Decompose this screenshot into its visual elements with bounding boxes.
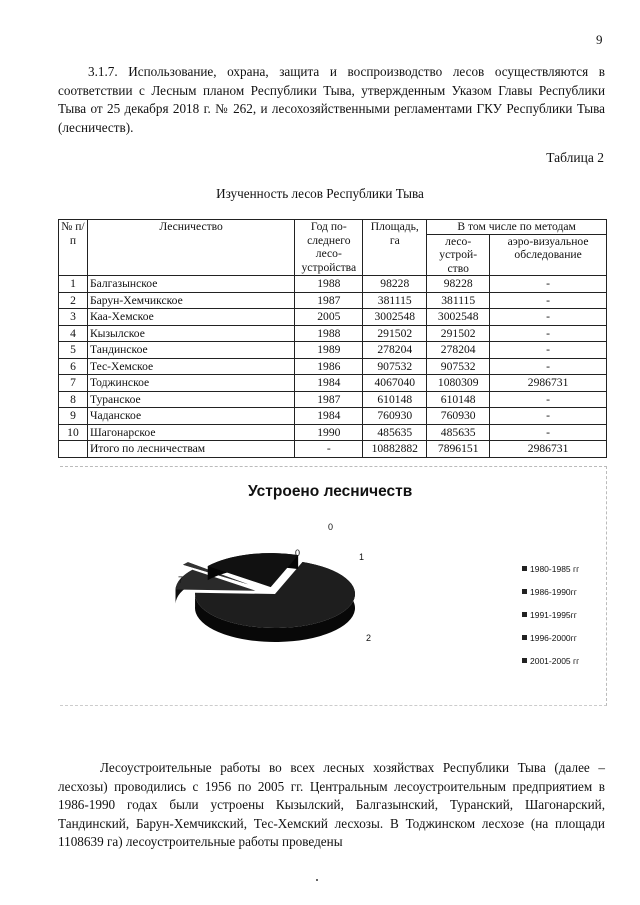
header-methods: В том числе по методам (427, 220, 607, 235)
legend-item: 1996-2000гг (522, 626, 579, 649)
data-label-1986-1990: 1 (359, 552, 365, 562)
cell-year: 1988 (295, 276, 363, 293)
legend-item: 1991-1995гг (522, 603, 579, 626)
cell-num: 1 (59, 276, 88, 293)
cell-area: 98228 (363, 276, 427, 293)
cell-aero: - (490, 276, 607, 293)
cell-ground: 1080309 (427, 375, 490, 392)
cell-num: 6 (59, 358, 88, 375)
header-year: Год по- следнего лесо- устройства (295, 220, 363, 276)
table-title: Изученность лесов Республики Тыва (216, 186, 424, 201)
cell-year: - (295, 441, 363, 458)
cell-area: 3002548 (363, 309, 427, 326)
header-area: Площадь, га (363, 220, 427, 276)
cell-aero: - (490, 358, 607, 375)
cell-forestry: Каа-Хемское (87, 309, 294, 326)
cell-aero: - (490, 408, 607, 425)
cell-year: 1987 (295, 292, 363, 309)
table-caption: Таблица 2 (546, 150, 604, 165)
cell-area: 291502 (363, 325, 427, 342)
header-num: № п/п (59, 220, 88, 276)
legend-item: 1986-1990гг (522, 580, 579, 603)
cell-year: 1990 (295, 424, 363, 441)
legend-item: 1980-1985 гг (522, 557, 579, 580)
cell-area: 278204 (363, 342, 427, 359)
cell-area: 907532 (363, 358, 427, 375)
data-label-2001-2005: 2 (366, 633, 372, 643)
cell-aero: - (490, 325, 607, 342)
cell-forestry: Тандинское (87, 342, 294, 359)
cell-forestry: Шагонарское (87, 424, 294, 441)
cell-num: 5 (59, 342, 88, 359)
cell-forestry: Балгазынское (87, 276, 294, 293)
cell-area: 485635 (363, 424, 427, 441)
cell-ground: 291502 (427, 325, 490, 342)
cell-area: 610148 (363, 391, 427, 408)
cell-aero: - (490, 424, 607, 441)
legend-swatch-icon (522, 658, 527, 663)
legend-swatch-icon (522, 612, 527, 617)
cell-year: 1987 (295, 391, 363, 408)
cell-num: 7 (59, 375, 88, 392)
chart-legend (522, 557, 579, 672)
cell-forestry: Тес-Хемское (87, 358, 294, 375)
header-method-ground: лесо- устрой- ство (427, 234, 490, 276)
cell-aero: 2986731 (490, 441, 607, 458)
cell-forestry: Чаданское (87, 408, 294, 425)
cell-year: 1984 (295, 408, 363, 425)
cell-area: 10882882 (363, 441, 427, 458)
cell-forestry: Итого по лесничествам (87, 441, 294, 458)
cell-forestry: Барун-Хемчикское (87, 292, 294, 309)
cell-ground: 98228 (427, 276, 490, 293)
header-method-aero: аэро-визуальное обследование (490, 234, 607, 276)
cell-ground: 760930 (427, 408, 490, 425)
cell-aero: - (490, 309, 607, 326)
cell-ground: 381115 (427, 292, 490, 309)
cell-year: 1989 (295, 342, 363, 359)
cell-ground: 907532 (427, 358, 490, 375)
cell-area: 4067040 (363, 375, 427, 392)
cell-num: 8 (59, 391, 88, 408)
cell-forestry: Туранское (87, 391, 294, 408)
page-speck (316, 879, 318, 881)
cell-year: 1984 (295, 375, 363, 392)
closing-paragraph: Лесоустроительные работы во всех лесных хозяйствах Республики Тыва (далее – лесхозы) проводились с 1956 по 2005 гг. Центральным лесоустроительным предприятием в 1986-1990 годах были устроены Кызылский, Балгазынский, Туранский, Шагонарский, Тандинский, Барун-Хемчикский, Тес-Хемский лесхозы. В Тоджинском лесхозе (на площади 1108639 га) лесоустроительные работы проведены (58, 760, 605, 849)
page-number: 9 (596, 32, 603, 47)
cell-forestry: Кызылское (87, 325, 294, 342)
cell-num: 10 (59, 424, 88, 441)
cell-forestry: Тоджинское (87, 375, 294, 392)
cell-ground: 610148 (427, 391, 490, 408)
cell-ground: 278204 (427, 342, 490, 359)
intro-paragraph: 3.1.7. Использование, охрана, защита и воспроизводство лесов осуществляются в соответствии с Лесным планом Республики Тыва, утвержденным Указом Главы Республики Тыва от 25 декабря 2018 г. № 262, и лесохозяйственными регламентами ГКУ Республики Тыва (лесничеств). (58, 64, 605, 135)
cell-year: 1988 (295, 325, 363, 342)
cell-ground: 3002548 (427, 309, 490, 326)
cell-num: 3 (59, 309, 88, 326)
cell-num: 2 (59, 292, 88, 309)
legend-item: 2001-2005 гг (522, 649, 579, 672)
cell-ground: 485635 (427, 424, 490, 441)
cell-aero: 2986731 (490, 375, 607, 392)
chart-title: Устроено лесничеств (248, 483, 413, 500)
header-forestry: Лесничество (87, 220, 294, 276)
legend-swatch-icon (522, 566, 527, 571)
cell-year: 1986 (295, 358, 363, 375)
cell-aero: - (490, 292, 607, 309)
cell-aero: - (490, 391, 607, 408)
cell-area: 760930 (363, 408, 427, 425)
cell-aero: - (490, 342, 607, 359)
cell-num: 9 (59, 408, 88, 425)
cell-ground: 7896151 (427, 441, 490, 458)
cell-year: 2005 (295, 309, 363, 326)
data-label-1991-1995: 0 (328, 522, 334, 532)
legend-swatch-icon (522, 635, 527, 640)
cell-num: 4 (59, 325, 88, 342)
data-label-1980-1985: 7 (178, 575, 184, 585)
cell-area: 381115 (363, 292, 427, 309)
data-label-1996-2000: 0 (295, 548, 301, 558)
legend-swatch-icon (522, 589, 527, 594)
